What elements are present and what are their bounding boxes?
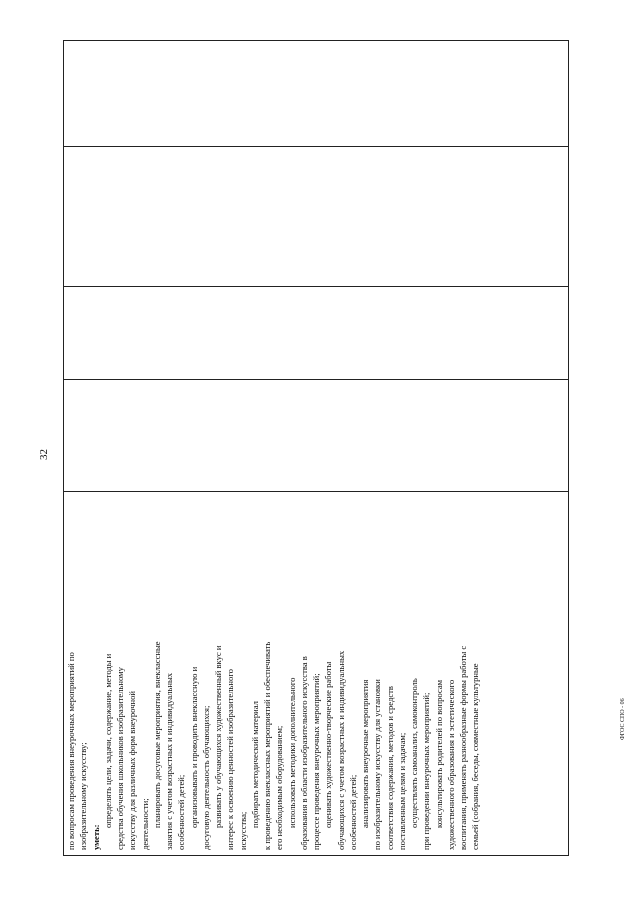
text-line: семьей (собрания, беседы, совместные культурные <box>470 663 481 850</box>
row-divider <box>64 379 568 380</box>
text-line: особенностей детей; <box>347 774 358 850</box>
text-line: подбирать методический материал <box>249 701 260 828</box>
row-divider <box>64 491 568 492</box>
text-line: художественного образования и эстетического <box>445 679 456 850</box>
text-line: соответствия содержания, методов и средств <box>384 686 395 850</box>
text-line: осуществлять самоанализ, самоконтроль <box>409 678 419 828</box>
text-line: уметь: <box>90 824 101 850</box>
text-line: к проведению внеклассных мероприятий и обеспечивать <box>262 641 272 850</box>
page-number: 32 <box>38 449 50 460</box>
text-line: досуговую деятельность обучающихся; <box>200 705 211 850</box>
content-cell <box>63 540 569 856</box>
text-line: занятия с учетом возрастных и индивидуальных <box>164 672 174 850</box>
text-line: поставленным целям и задачам; <box>396 732 407 850</box>
text-line: воспитания, применять разнообразные формы работы с <box>458 645 468 850</box>
row-divider <box>64 146 568 147</box>
text-line: консультировать родителей по вопросам <box>433 679 444 828</box>
text-line: интерес к освоению ценностей изобразительного <box>225 669 236 850</box>
text-line: искусству для различных форм внеурочной <box>127 690 138 850</box>
text-line: оценивать художественно-творческие работы <box>323 661 334 828</box>
text-line: средства обучения школьников изобразительному <box>115 667 125 850</box>
text-line: изобразительному искусству; <box>78 742 89 850</box>
text-line: планировать досуговые мероприятия, внеклассные <box>151 641 162 828</box>
text-line: деятельности; <box>139 798 150 850</box>
text-line: использовать методики дополнительного <box>286 677 297 828</box>
text-line: анализировать внеурочные мероприятия <box>360 679 370 828</box>
row-divider <box>64 286 568 287</box>
text-line: организовывать и проводить внеклассную и <box>188 666 199 828</box>
text-line: развивать у обучающихся художественный вкус и <box>213 645 223 828</box>
text-line: процессе проведения внеурочных мероприятий; <box>311 673 321 850</box>
text-line: искусства; <box>237 811 248 850</box>
text-line: при проведении внеурочных мероприятий; <box>421 692 432 850</box>
text-line: образования в области изобразительного искусства в <box>298 656 309 850</box>
text-line: определять цели, задачи, содержание, методы и <box>102 653 113 828</box>
text-line: обучающихся с учетом возрастных и индивидуальных <box>335 650 346 850</box>
text-line: по вопросам проведения внеурочных мероприятий по <box>66 652 76 850</box>
text-line: особенностей детей; <box>176 774 187 850</box>
text-line: по изобразительному искусству для установки <box>372 679 383 850</box>
document-footer: ФГОС СПО - 06 <box>620 698 626 740</box>
text-line: его необходимым оборудованием; <box>274 725 285 850</box>
